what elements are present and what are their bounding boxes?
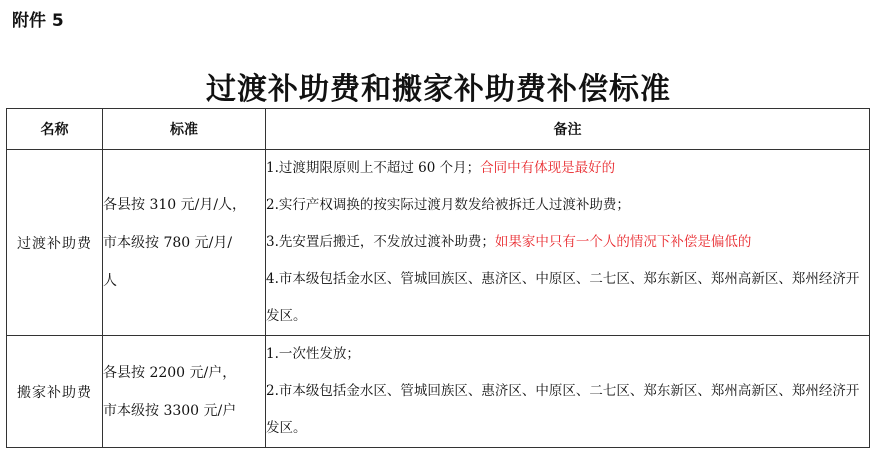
note-text: 2.实行产权调换的按实际过渡月数发给被拆迁人过渡补助费； (266, 197, 630, 213)
note-item (266, 373, 869, 447)
row-standard (103, 150, 266, 336)
note-item (266, 261, 869, 335)
row-notes (266, 336, 870, 448)
note-item (266, 187, 869, 224)
standard-line: 各县按 2200 元/户， (103, 364, 237, 381)
header-standard: 标准 (103, 109, 266, 150)
note-item (266, 224, 869, 261)
note-highlight: 合同中有体现是最好的 (480, 160, 616, 176)
note-text: 1.一次性发放； (266, 346, 360, 362)
document-title: 过渡补助费和搬家补助费补偿标准 (206, 72, 671, 107)
row-name: 搬家补助费 (7, 336, 103, 448)
note-item (266, 336, 869, 373)
standard-line: 人 (103, 272, 117, 289)
header-notes: 备注 (266, 109, 870, 150)
note-text: 2.市本级包括金水区、管城回族区、惠济区、中原区、二七区、郑东新区、郑州高新区、郑州经济开发区。 (266, 383, 860, 436)
table-header-row (7, 109, 870, 150)
note-text: 1.过渡期限原则上不超过 60 个月； (266, 160, 481, 176)
standard-line: 各县按 310 元/月/人， (103, 196, 247, 213)
standard-line: 市本级按 3300 元/户 (103, 402, 237, 419)
note-item (266, 150, 869, 187)
row-notes (266, 150, 870, 336)
compensation-table (6, 108, 870, 448)
standard-line: 市本级按 780 元/月/ (103, 234, 233, 251)
note-text: 4.市本级包括金水区、管城回族区、惠济区、中原区、二七区、郑东新区、郑州高新区、郑州经济开发区。 (266, 271, 860, 324)
table-row (7, 336, 870, 448)
note-highlight: 如果家中只有一个人的情况下补偿是偏低的 (494, 234, 752, 250)
row-name: 过渡补助费 (7, 150, 103, 336)
note-text: 3.先安置后搬迁，不发放过渡补助费； (266, 234, 495, 250)
header-name: 名称 (7, 109, 103, 150)
attachment-label: 附件 5 (12, 11, 64, 31)
table-row (7, 150, 870, 336)
row-standard (103, 336, 266, 448)
